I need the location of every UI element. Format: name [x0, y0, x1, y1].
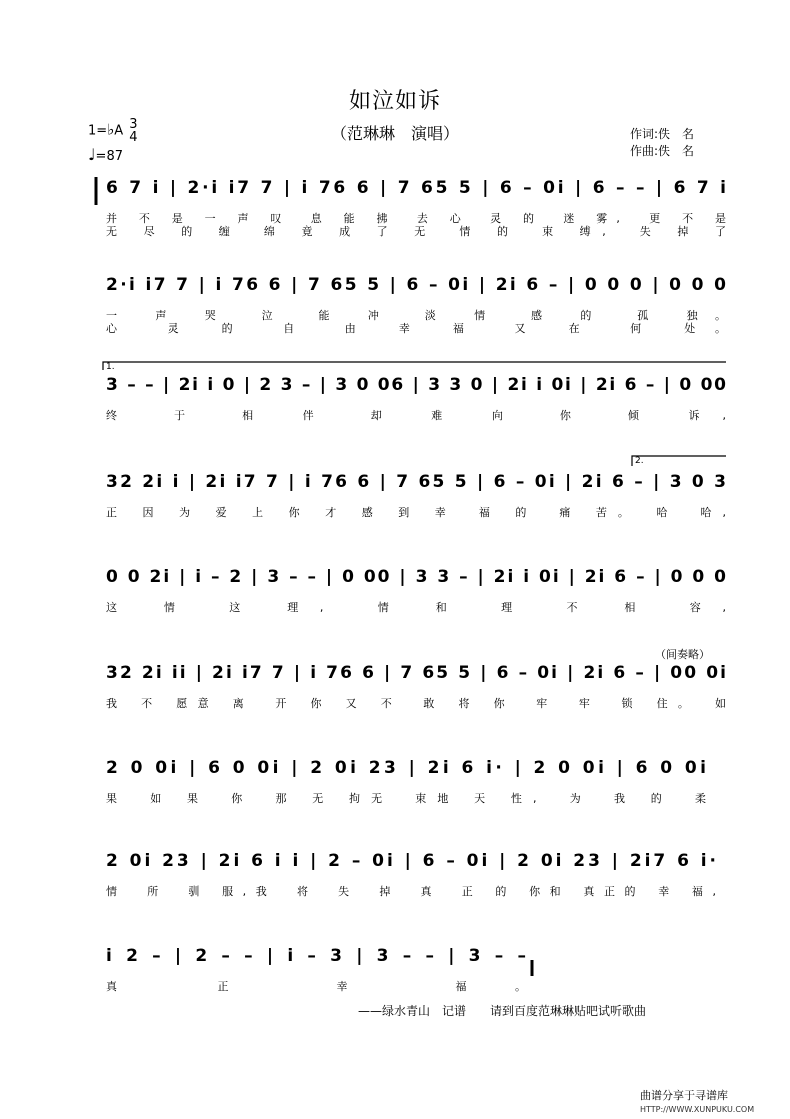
- time-signature-top: 3: [129, 117, 138, 132]
- lyric-line-2-1: 一 声 哭 泣 能 冲 淡 情 感 的 孤 独。: [106, 309, 726, 322]
- notation-row-9: i 2 – | 2 – – | i – 3 | 3 – – | 3 – –: [106, 946, 527, 966]
- notation-row-6: 32 2i ii | 2i i7 7 | i 76 6 | 7 65 5 | 6 – 0i | 2i 6 – | 00 0i: [106, 663, 727, 683]
- watermark-site-name: 曲谱分享于寻谱库: [640, 1089, 728, 1102]
- lyric-line-9-1: 真 正 幸 福。: [106, 980, 526, 993]
- key-prefix: 1=: [88, 123, 108, 139]
- quarter-note-icon: ♩: [88, 145, 96, 164]
- notation-row-7: 2 0 0i | 6 0 0i | 2 0i 23 | 2i 6 i· | 2 0 0i | 6 0 0i: [106, 758, 706, 778]
- notation-row-8: 2 0i 23 | 2i 6 i i | 2 – 0i | 6 – 0i | 2 0i 23 | 2i7 6 i·: [106, 851, 716, 871]
- tempo-value: =87: [95, 149, 123, 164]
- song-subtitle: （范琳琳 演唱）: [330, 124, 459, 143]
- notation-row-2: 2·i i7 7 | i 76 6 | 7 65 5 | 6 – 0i | 2i 6 – | 0 0 0 | 0 0 0: [106, 275, 726, 295]
- watermark: [640, 1089, 754, 1117]
- notation-row-3: 3 – – | 2i i 0 | 2 3 – | 3 0 06 | 3 3 0 | 2i i 0i | 2i 6 – | 0 00: [106, 375, 726, 395]
- composer-credit: 作曲:佚 名: [630, 144, 695, 158]
- lyricist-credit: 作词:佚 名: [630, 127, 695, 141]
- watermark-url: HTTP://WWW.XUNPUKU.COM: [640, 1105, 755, 1114]
- interlude-note: （间奏略）: [655, 648, 710, 661]
- lyric-line-5-1: 这 情 这 理, 情 和 理 不 相 容,: [106, 601, 727, 614]
- lyric-line-3-1: 终 于 相 伴 却 难 向 你 倾 诉,: [106, 409, 726, 422]
- notation-row-1: 6 7 i | 2·i i7 7 | i 76 6 | 7 65 5 | 6 – 0i | 6 – – | 6 7 i: [106, 178, 726, 198]
- notation-row-5: 0 0 2i | i – 2 | 3 – – | 0 00 | 3 3 – | 2i i 0i | 2i 6 – | 0 0 0: [106, 567, 726, 587]
- transcriber-credit: ——绿水青山 记谱: [358, 1004, 467, 1018]
- lyric-line-8-1: 情 所 驯 服,我 将 失 掉 真 正 的 你和 真正的 幸 福,: [106, 885, 716, 898]
- key-note: A: [114, 123, 124, 139]
- volta-2-label: 2.: [635, 456, 644, 466]
- song-title: 如泣如诉: [348, 89, 441, 114]
- lyric-line-1-1: 并 不 是 一 声 叹 息 能 拂 去 心 灵 的 迷 雾, 更 不 是: [106, 212, 727, 225]
- lyric-line-2-2: 心 灵 的 自 由 幸 福 又 在 何 处。: [106, 322, 726, 335]
- lyric-line-4-1: 正 因 为 爱 上 你 才 感 到 幸 福 的 痛 苦。 哈 哈,: [106, 506, 726, 519]
- flat-icon: ♭: [107, 120, 115, 139]
- lyric-rows: [106, 211, 726, 993]
- listen-note: 请到百度范琳琳贴吧试听歌曲: [490, 1004, 647, 1018]
- notation-row-4: 32 2i i | 2i i7 7 | i 76 6 | 7 65 5 | 6 – 0i | 2i 6 – | 3 0 3: [106, 472, 727, 492]
- time-signature-bottom: 4: [129, 130, 138, 145]
- lyric-line-6-1: 我 不 愿意 离 开 你 又 不 敢 将 你 牢 牢 锁 住。 如: [106, 697, 726, 710]
- lyric-line-7-1: 果 如 果 你 那 无 拘无 束地 天 性, 为 我 的 柔: [106, 792, 707, 805]
- volta-1-label: 1.: [106, 362, 115, 372]
- lyric-line-1-2: 无 尽 的 缠 绵 竟 成 了 无 情 的 束 缚, 失 掉 了: [106, 225, 727, 238]
- notation-rows: [106, 178, 726, 966]
